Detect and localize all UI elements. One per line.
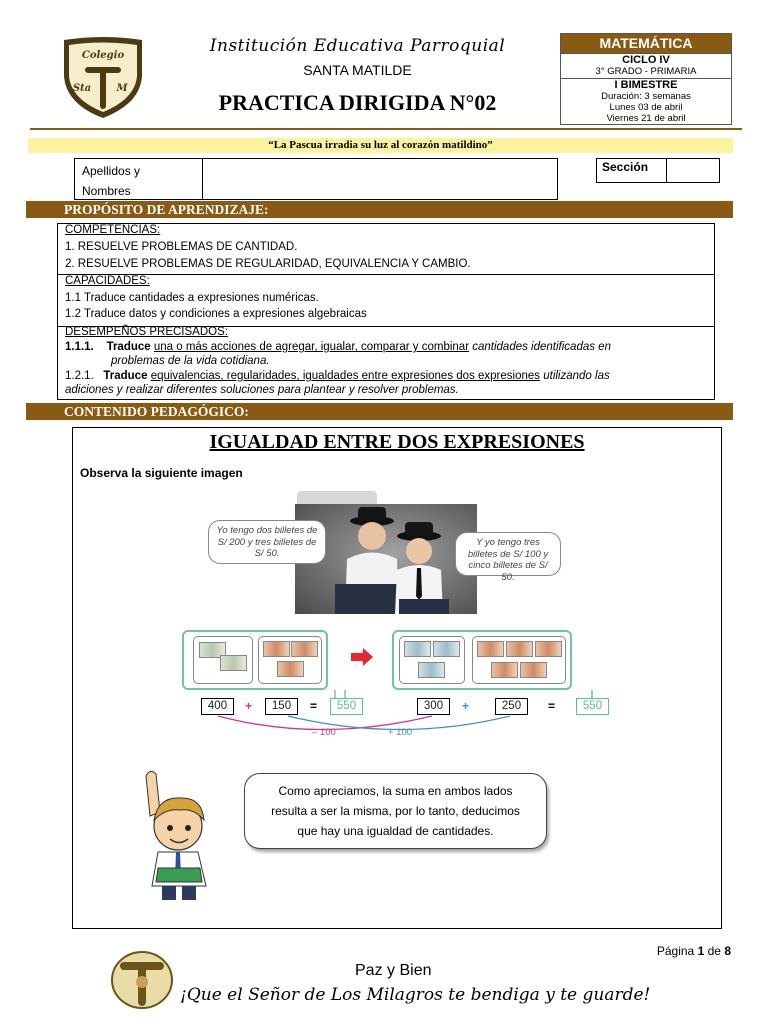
desempeno-2-rest: utilizando las [543, 370, 610, 382]
desempeno-2-underlined: equivalencias, regularidades, igualdades entre expresiones dos expresiones [150, 370, 541, 382]
subject-info-box [560, 33, 732, 125]
page-number: 1 [697, 944, 705, 958]
purpose-band: PROPÓSITO DE APRENDIZAJE: [26, 201, 733, 218]
page-total: 8 [724, 944, 731, 958]
bill-50-icon [506, 641, 533, 657]
bill-50-icon [535, 641, 562, 657]
desempeno-2-number: 1.2.1. [65, 370, 94, 382]
student-name-field[interactable] [74, 158, 558, 200]
duration-label: Duración: 3 semanas [601, 91, 691, 102]
institution-name: Institución Educativa Parroquial [209, 36, 506, 56]
crest-text-right: M [116, 83, 128, 94]
bill-50-icon [520, 662, 547, 678]
start-date-label: Lunes 03 de abril [609, 102, 683, 113]
expression-sum-left: 550 [330, 698, 363, 715]
expression-sum-right: 550 [576, 698, 609, 715]
desempeno-2-verb: Traduce [103, 370, 148, 382]
section-field[interactable] [596, 158, 720, 183]
desempeno-2-line2: adiciones y realizar diferentes soluciones para plantear y resolver problemas. [65, 384, 459, 396]
header-divider [30, 128, 742, 130]
cycle-label: CICLO IV [622, 54, 670, 66]
desempeno-1-underlined: una o más acciones de agregar, igualar, comparar y combinar [153, 341, 470, 353]
desempeno-item-1 [58, 340, 714, 368]
bill-50-icon [491, 662, 518, 678]
competencia-item: 2. RESUELVE PROBLEMAS DE REGULARIDAD, EQUIVALENCIA Y CAMBIO. [65, 258, 471, 270]
practice-title: PRACTICA DIRIGIDA N°02 [218, 90, 497, 115]
bill-100-icon [404, 641, 431, 657]
bill-50-icon [477, 641, 504, 657]
content-band: CONTENIDO PEDAGÓGICO: [26, 403, 733, 420]
section-label: Sección [597, 159, 667, 182]
bill-card-50 [258, 636, 322, 684]
capacidad-item: 1.2 Traduce datos y condiciones a expresiones algebraicas [65, 308, 367, 320]
grade-label: 3° GRADO - PRIMARIA [595, 66, 697, 77]
name-label [75, 159, 203, 199]
motto-banner: “La Pascua irradia su luz al corazón matildino” [28, 138, 733, 153]
photo-tab-decoration [297, 491, 377, 505]
footer-blessing: ¡Que el Señor de Los Milagros te bendiga y te guarde! [180, 985, 651, 1005]
speech-bubble-left: Yo tengo dos billetes de S/ 200 y tres billetes de S/ 50. [208, 520, 326, 564]
term-cell [561, 78, 731, 124]
purpose-box [57, 223, 715, 400]
bill-100-icon [418, 662, 445, 678]
arrow-right-icon [350, 648, 374, 666]
capacidad-item: 1.1 Traduce cantidades a expresiones numéricas. [65, 292, 319, 304]
desempeno-1-verb: Traduce [106, 341, 151, 353]
page-of: de [707, 944, 721, 958]
equals-sign: = [310, 699, 318, 713]
page-prefix: Página [656, 944, 695, 958]
competencias-heading [58, 224, 714, 236]
bill-card-50 [472, 636, 566, 684]
bill-card-100 [399, 636, 465, 684]
desempeno-1-line2: problemas de la vida cotidiana. [111, 355, 270, 367]
competencias-label: COMPETENCIAS: [65, 224, 161, 236]
money-group-left [182, 630, 328, 690]
money-group-right [392, 630, 572, 690]
observe-instruction: Observa la siguiente imagen [80, 466, 243, 480]
footer-seal-logo [110, 950, 174, 1010]
desempeno-item-2 [58, 369, 714, 397]
school-crest-logo [60, 36, 146, 120]
plus-sign: + [245, 699, 253, 713]
school-name: SANTA MATILDE [303, 62, 412, 78]
name-label-line2: Nombres [82, 184, 131, 198]
expression-value-b: 150 [265, 698, 298, 715]
bill-50-icon [277, 661, 304, 677]
expression-value-a: 400 [201, 698, 234, 715]
plus-100-label: + 100 [388, 727, 413, 738]
explanation-speech-bubble [244, 773, 547, 849]
crest-text-left: Sta [72, 83, 92, 94]
bill-200-icon [220, 655, 247, 671]
lesson-title: IGUALDAD ENTRE DOS EXPRESIONES [209, 431, 585, 453]
term-label: I BIMESTRE [614, 79, 678, 91]
cycle-cell [561, 53, 731, 78]
cartoon-boy-illustration [136, 768, 220, 904]
equals-sign: = [548, 699, 556, 713]
bill-50-icon [263, 641, 290, 657]
desempenos-label: DESEMPEÑOS PRECISADOS: [65, 326, 228, 338]
minus-100-label: – 100 [312, 727, 336, 738]
competencia-item: 1. RESUELVE PROBLEMAS DE CANTIDAD. [65, 241, 298, 253]
bill-100-icon [433, 641, 460, 657]
explanation-text: Como apreciamos, la suma en ambos lados resulta a ser la misma, por lo tanto, deducimos que hay una igualdad de cantidades. [271, 784, 520, 838]
expression-value-c: 300 [417, 698, 450, 715]
desempenos-heading [58, 326, 714, 338]
expression-value-d: 250 [495, 698, 528, 715]
subject-label: MATEMÁTICA [561, 34, 731, 53]
end-date-label: Viernes 21 de abril [606, 113, 686, 124]
footer-greeting: Paz y Bien [355, 962, 432, 979]
bill-card-200 [193, 636, 253, 684]
desempeno-1-rest: cantidades identificadas en [472, 341, 611, 353]
capacidades-label: CAPACIDADES: [65, 275, 150, 287]
crest-text-top: Colegio [81, 50, 125, 61]
plus-sign: + [462, 699, 470, 713]
desempeno-1-number: 1.1.1. [65, 341, 94, 353]
page-indicator [657, 944, 731, 958]
capacidades-heading [58, 275, 714, 287]
bill-50-icon [291, 641, 318, 657]
name-label-line1: Apellidos y [82, 164, 141, 178]
speech-bubble-right: Y yo tengo tres billetes de S/ 100 y cinco billetes de S/ 50. [455, 532, 561, 576]
